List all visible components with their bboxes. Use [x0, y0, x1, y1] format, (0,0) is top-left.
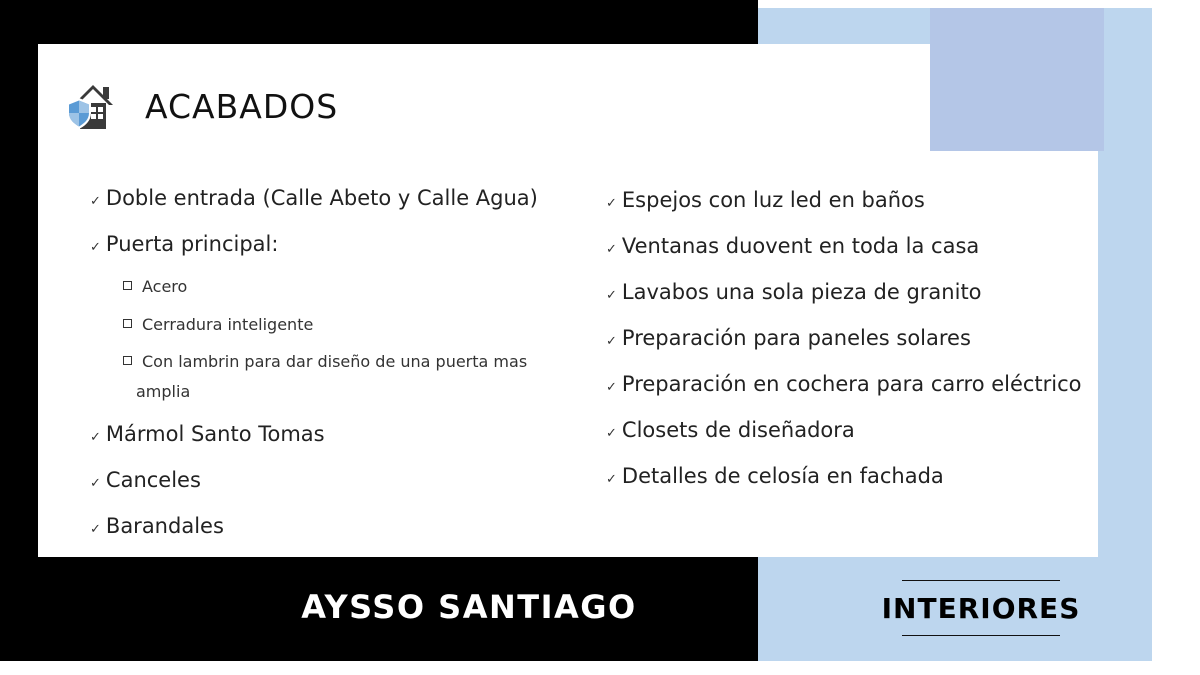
- list-item-text: Closets de diseñadora: [621, 418, 855, 442]
- list-item: [90, 512, 224, 544]
- sub-list-item-text: Con lambrin para dar diseño de una puerta mas: [142, 352, 528, 371]
- check-icon: ✓: [90, 522, 101, 537]
- list-item-text: Barandales: [105, 514, 224, 538]
- blue-accent-overlay: [930, 44, 1104, 151]
- square-bullet-icon: [123, 319, 132, 328]
- list-item: [606, 278, 982, 310]
- check-icon: ✓: [606, 472, 617, 487]
- list-item: [90, 420, 325, 452]
- check-icon: ✓: [90, 194, 101, 209]
- list-item-text: Canceles: [105, 468, 201, 492]
- list-item: [606, 186, 925, 218]
- house-shield-icon: [65, 79, 121, 133]
- sub-list-item-continuation: [136, 381, 190, 403]
- square-bullet-icon: [123, 281, 132, 290]
- list-item: [90, 230, 278, 262]
- list-item: [606, 462, 944, 494]
- check-icon: ✓: [606, 334, 617, 349]
- check-icon: ✓: [606, 380, 617, 395]
- check-icon: ✓: [90, 240, 101, 255]
- sub-list-item: [123, 351, 527, 373]
- check-icon: ✓: [606, 196, 617, 211]
- list-item-text: Doble entrada (Calle Abeto y Calle Agua): [105, 186, 538, 210]
- list-item-text: Preparación en cochera para carro eléctrico: [621, 372, 1082, 396]
- list-item: [90, 184, 538, 216]
- slide-title: ACABADOS: [145, 86, 339, 126]
- sub-list-item-text: amplia: [136, 382, 191, 401]
- sub-list-item: [123, 276, 187, 298]
- list-item: [606, 232, 979, 264]
- list-item: [606, 416, 855, 448]
- list-item-text: Lavabos una sola pieza de granito: [621, 280, 982, 304]
- list-item-text: Ventanas duovent en toda la casa: [621, 234, 980, 258]
- sub-list-item-text: Cerradura inteligente: [142, 315, 314, 334]
- footer-section: [881, 580, 1081, 636]
- list-item: [606, 324, 971, 356]
- list-item-text: Preparación para paneles solares: [621, 326, 971, 350]
- list-item: [90, 466, 201, 498]
- sub-list-item-text: Acero: [142, 277, 188, 296]
- list-item-text: Puerta principal:: [105, 232, 279, 256]
- list-item-text: Mármol Santo Tomas: [105, 422, 325, 446]
- list-item: [606, 370, 1082, 402]
- sub-list-item: [123, 314, 313, 336]
- brand-name: AYSSO SANTIAGO: [301, 588, 637, 626]
- check-icon: ✓: [606, 242, 617, 257]
- check-icon: ✓: [606, 288, 617, 303]
- square-bullet-icon: [123, 356, 132, 365]
- list-item-text: Detalles de celosía en fachada: [621, 464, 944, 488]
- check-icon: ✓: [90, 430, 101, 445]
- check-icon: ✓: [90, 476, 101, 491]
- section-label: INTERIORES: [881, 591, 1081, 625]
- list-item-text: Espejos con luz led en baños: [621, 188, 925, 212]
- footer-brand: [0, 582, 758, 632]
- check-icon: ✓: [606, 426, 617, 441]
- slide-header: [65, 76, 338, 136]
